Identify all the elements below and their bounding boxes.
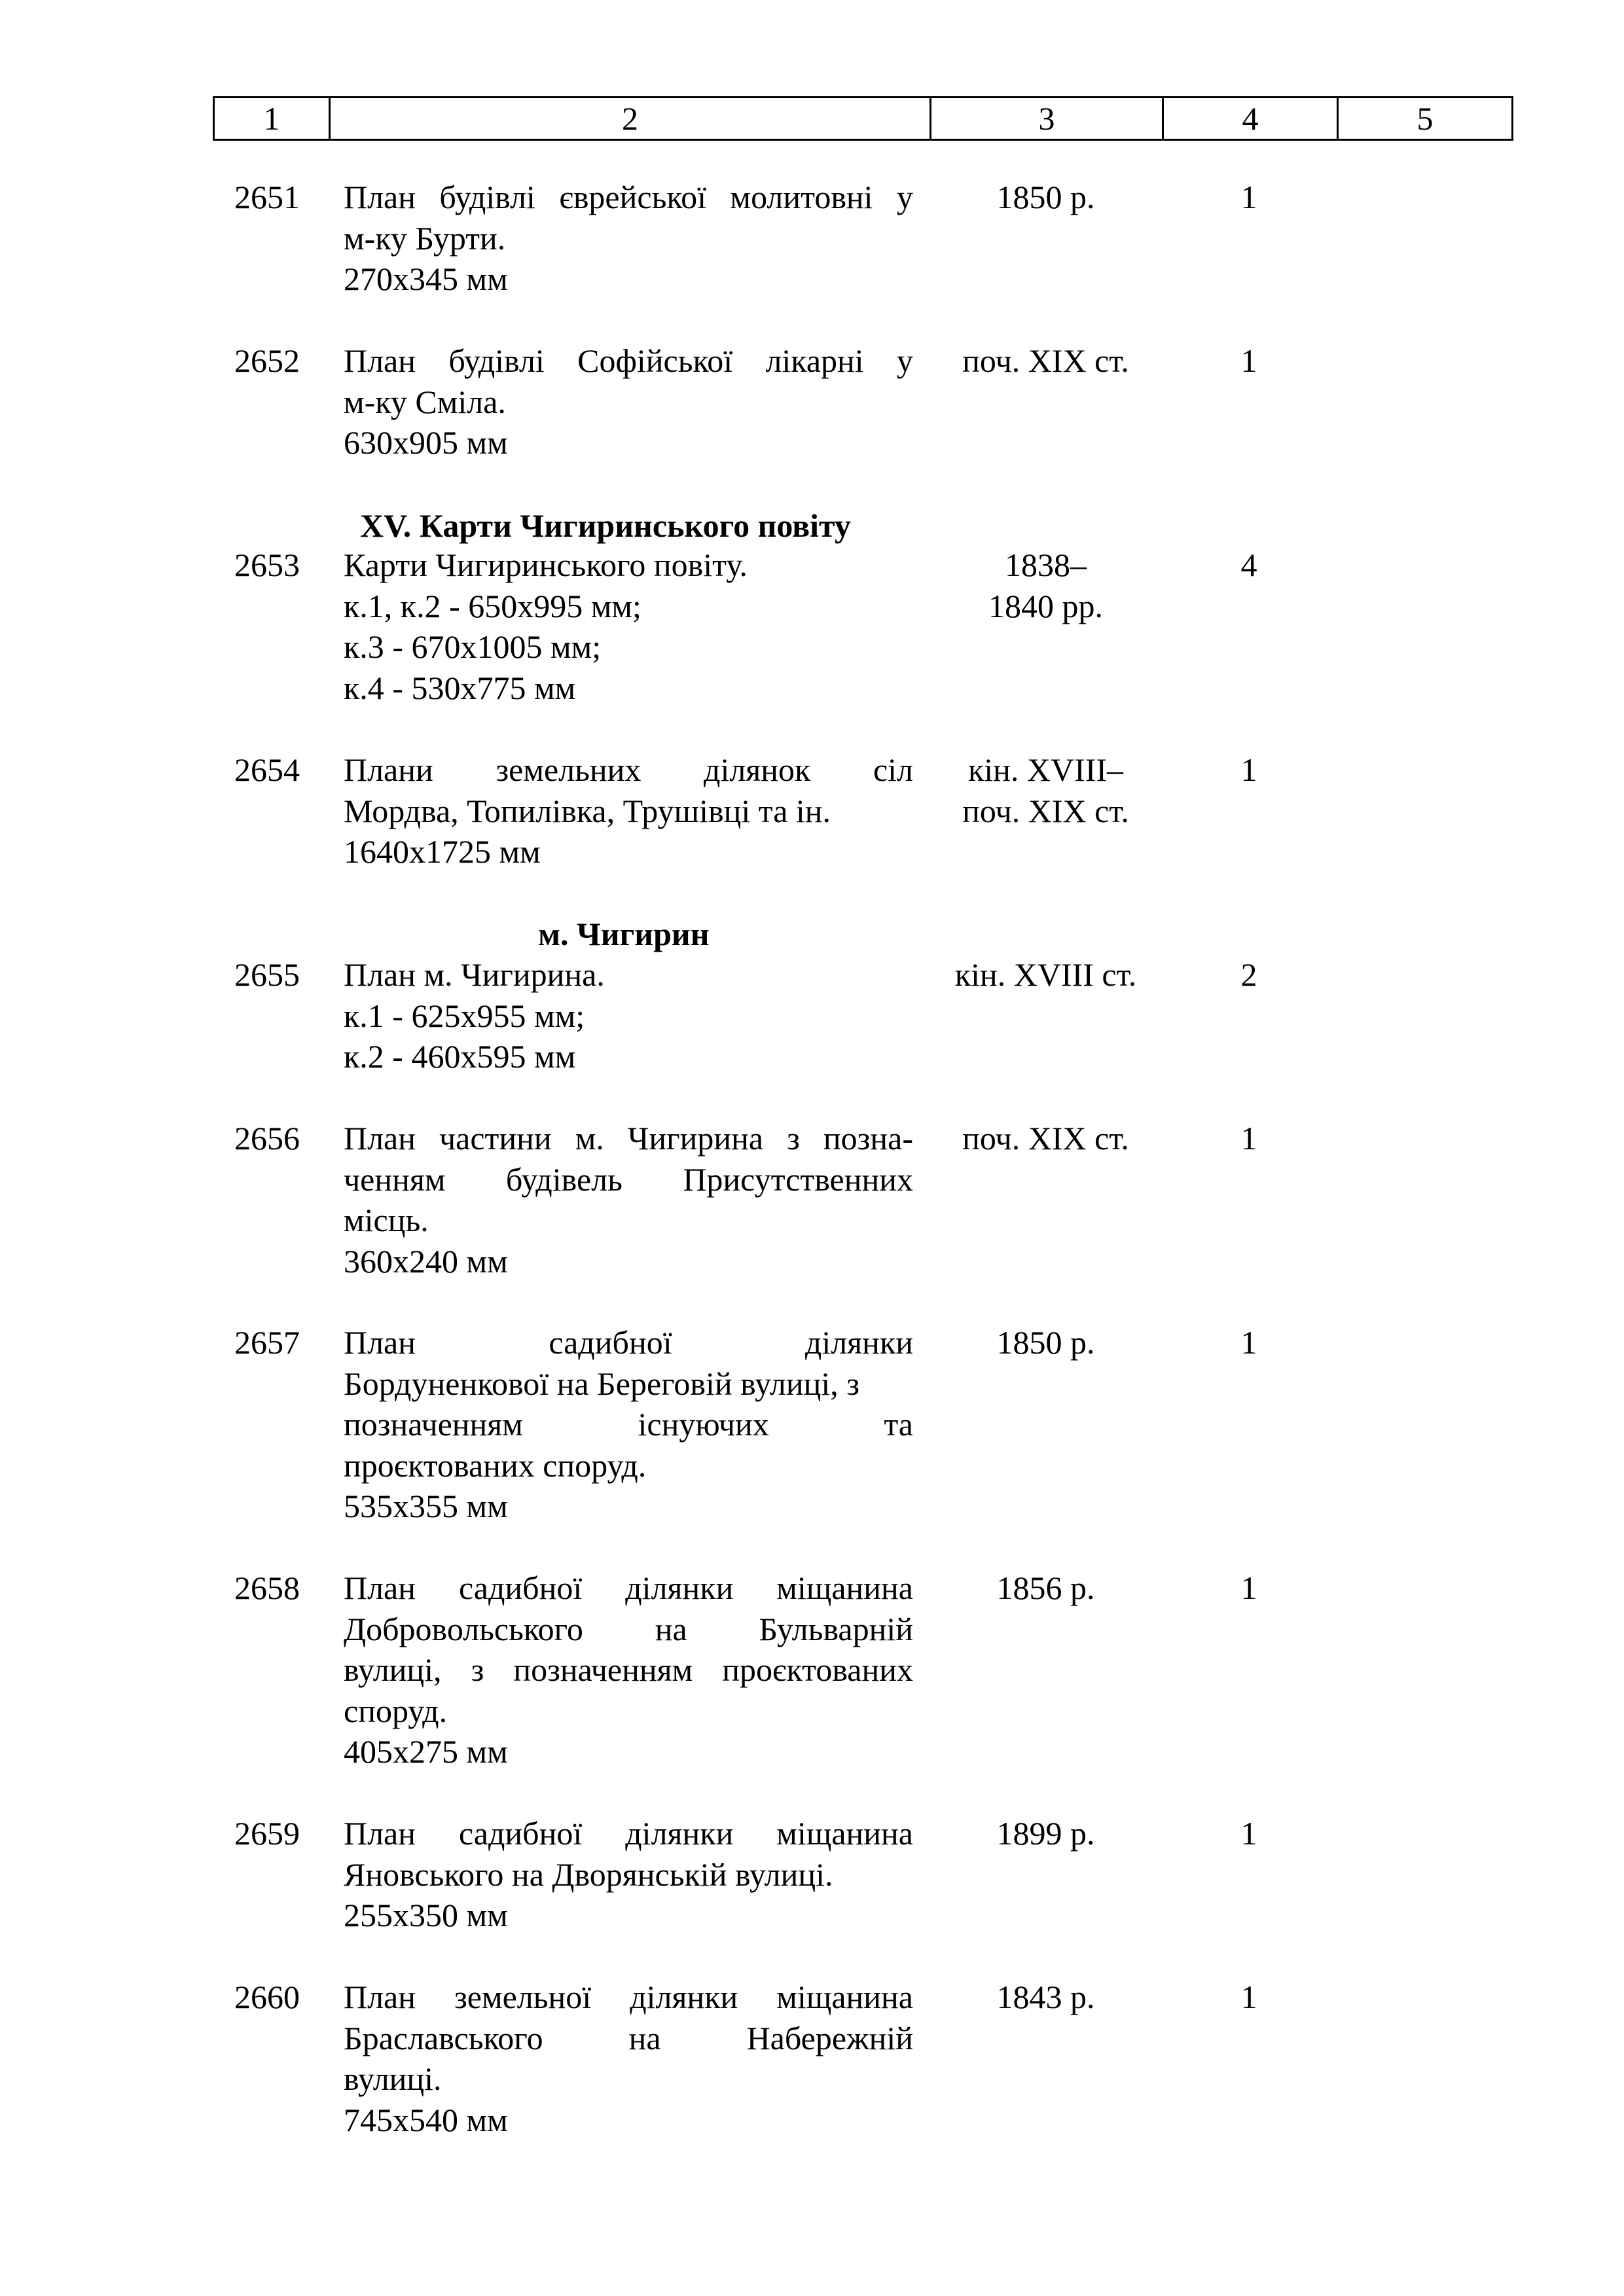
entry-number: 2651 xyxy=(234,179,300,215)
description-line: Плани земельних ділянок сіл xyxy=(344,751,913,788)
description-line: 1640х1725 мм xyxy=(344,833,541,870)
entry-description xyxy=(344,1322,913,1527)
entry-quantity: 1 xyxy=(1240,1324,1257,1361)
description-line: місць. xyxy=(344,1202,429,1238)
entry-date xyxy=(929,749,1162,831)
description-line: План садибної ділянки xyxy=(344,1324,913,1361)
entry-date xyxy=(929,1568,1162,1609)
description-line: Бордуненкової на Береговій вулиці, з xyxy=(344,1365,859,1402)
date-line: поч. XIX ст. xyxy=(962,792,1129,829)
column-header-row xyxy=(213,96,1513,141)
entry-description xyxy=(344,1118,913,1282)
description-line: м-ку Сміла. xyxy=(344,383,506,420)
entry-date xyxy=(929,1977,1162,2018)
description-line: План садибної ділянки міщанина xyxy=(344,1815,913,1852)
entry-quantity: 1 xyxy=(1240,1979,1257,2015)
date-line: кін. XVIII ст. xyxy=(954,956,1137,993)
entry-number: 2655 xyxy=(234,956,300,993)
description-line: План земельної ділянки міщанина xyxy=(344,1979,913,2015)
entry-description xyxy=(344,954,913,1077)
description-line: План частини м. Чигирина з позна- xyxy=(344,1120,913,1157)
entry-description xyxy=(344,340,913,463)
entry-description xyxy=(344,545,913,708)
column-header-4: 4 xyxy=(1164,98,1339,139)
description-line: споруд. xyxy=(344,1692,448,1729)
description-line: вулиці. xyxy=(344,2060,442,2097)
entry-date xyxy=(929,954,1162,996)
entry-description xyxy=(344,749,913,872)
description-line: к.4 - 530х775 мм xyxy=(344,669,576,706)
entry-date xyxy=(929,1322,1162,1363)
description-line: к.3 - 670х1005 мм; xyxy=(344,628,602,665)
description-line: к.1 - 625х955 мм; xyxy=(344,997,585,1034)
entry-description xyxy=(344,1568,913,1772)
description-line: 630х905 мм xyxy=(344,424,508,461)
description-line: 745х540 мм xyxy=(344,2101,508,2138)
date-line: 1840 рр. xyxy=(988,587,1103,624)
column-header-3: 3 xyxy=(931,98,1164,139)
date-line: 1899 р. xyxy=(996,1815,1095,1852)
date-line: 1850 р. xyxy=(996,1324,1095,1361)
column-header-5: 5 xyxy=(1416,100,1434,137)
entry-number: 2658 xyxy=(234,1570,300,1606)
entry-number: 2659 xyxy=(234,1815,300,1852)
description-line: 405х275 мм xyxy=(344,1733,508,1770)
section-heading: XV. Карти Чигиринського повіту xyxy=(360,507,851,544)
description-line: к.2 - 460х595 мм xyxy=(344,1038,576,1075)
description-line: 360х240 мм xyxy=(344,1242,508,1280)
entry-quantity: 1 xyxy=(1240,751,1257,788)
section-heading: м. Чигирин xyxy=(538,916,710,952)
description-line: м-ку Бурти. xyxy=(344,219,506,257)
date-line: 1850 р. xyxy=(996,179,1095,215)
column-header-2: 2 xyxy=(331,98,931,139)
entry-number: 2652 xyxy=(234,342,300,379)
entry-date xyxy=(929,177,1162,218)
entry-description xyxy=(344,1977,913,2140)
entry-date xyxy=(929,1813,1162,1854)
entry-quantity: 2 xyxy=(1240,956,1257,993)
description-line: План садибної ділянки міщанина xyxy=(344,1570,913,1606)
date-line: 1838– xyxy=(1005,547,1087,583)
date-line: кін. XVIII– xyxy=(967,751,1124,788)
description-line: 535х355 мм xyxy=(344,1488,508,1524)
description-line: 270х345 мм xyxy=(344,260,508,297)
description-line: Мордва, Топилівка, Трушівці та ін. xyxy=(344,792,831,829)
entry-number: 2653 xyxy=(234,547,300,583)
entry-number: 2657 xyxy=(234,1324,300,1361)
entry-quantity: 1 xyxy=(1240,179,1257,215)
entry-description xyxy=(344,1813,913,1936)
description-line: Браславського на Набережній xyxy=(344,2019,913,2056)
description-line: План будівлі Софійської лікарні у xyxy=(344,342,913,379)
description-line: Яновського на Дворянській вулиці. xyxy=(344,1856,833,1893)
description-line: Добровольського на Бульварній xyxy=(344,1610,913,1647)
description-line: План м. Чигирина. xyxy=(344,956,605,993)
entry-quantity: 1 xyxy=(1240,342,1257,379)
entry-date xyxy=(929,545,1162,626)
description-line: План будівлі єврейської молитовні у xyxy=(344,179,913,215)
column-header-1: 1 xyxy=(215,98,331,139)
date-line: 1856 р. xyxy=(996,1570,1095,1606)
description-line: вулиці, з позначенням проєктованих xyxy=(344,1651,913,1688)
date-line: 1843 р. xyxy=(996,1979,1095,2015)
description-line: к.1, к.2 - 650х995 мм; xyxy=(344,587,641,624)
description-line: 255х350 мм xyxy=(344,1897,508,1933)
entry-date xyxy=(929,1118,1162,1159)
description-line: позначенням існуючих та xyxy=(344,1406,913,1443)
date-line: поч. XIX ст. xyxy=(962,1120,1129,1157)
entry-quantity: 1 xyxy=(1240,1570,1257,1606)
entry-description xyxy=(344,177,913,300)
entry-quantity: 4 xyxy=(1240,547,1257,583)
entry-quantity: 1 xyxy=(1240,1120,1257,1157)
entry-date xyxy=(929,340,1162,382)
entry-quantity: 1 xyxy=(1240,1815,1257,1852)
entry-number: 2654 xyxy=(234,751,300,788)
date-line: поч. XIX ст. xyxy=(962,342,1129,379)
entry-number: 2656 xyxy=(234,1120,300,1157)
description-line: ченням будівель Присутственних xyxy=(344,1160,913,1198)
description-line: проєктованих споруд. xyxy=(344,1446,647,1484)
entry-number: 2660 xyxy=(234,1979,300,2015)
description-line: Карти Чигиринського повіту. xyxy=(344,547,748,583)
